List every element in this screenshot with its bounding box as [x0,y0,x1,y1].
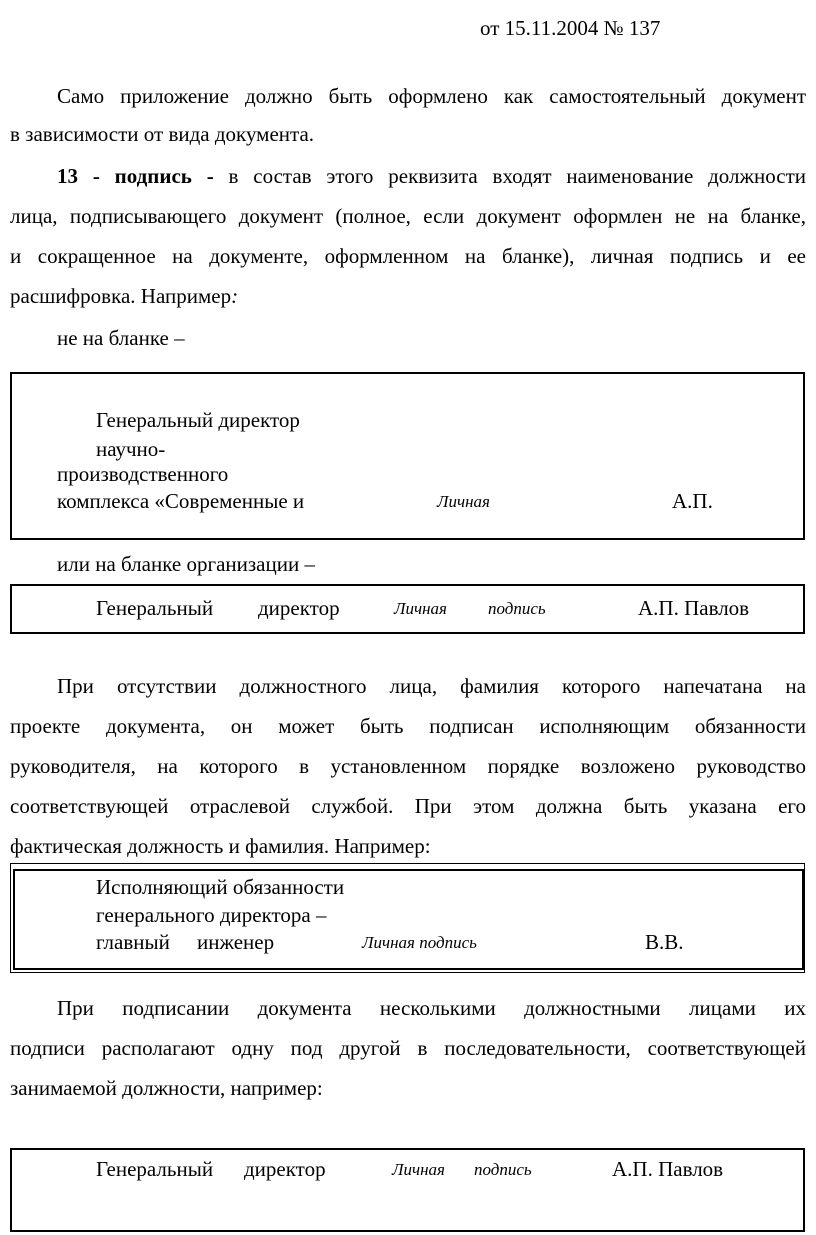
position-title: директор [244,1157,326,1181]
paragraph-1-line: в зависимости от вида документа. [10,122,315,146]
label-not-on-blank: не на бланке – [57,326,185,350]
paragraph-2-line: и сокращенное на документе, оформленном на бланке), личная подпись и ее [10,244,806,268]
position-title-line: научно- [96,437,166,461]
signature-placeholder: Личная подпись [362,933,477,952]
example-intro: расшифровка. Например [10,284,232,308]
signature-placeholder: подпись [474,1160,532,1179]
paragraph-4-line: При подписании документа несколькими должностными лицами их [57,996,806,1020]
document-date-number: от 15.11.2004 № 137 [480,16,661,40]
paragraph-3-line: фактическая должность и фамилия. Например: [10,834,431,858]
signer-initials: А.П. [672,489,713,513]
paragraph-3-line: При отсутствии должностного лица, фамилия которого напечатана на [57,674,806,698]
position-title-line: главный [96,930,170,954]
signature-placeholder: Личная [392,1160,445,1179]
position-title-line: производственного [57,462,229,486]
requisite-number-bold: 13 - подпись - [57,164,214,188]
position-title-line: генерального директора – [96,903,327,927]
signature-example-box-2 [10,584,805,634]
paragraph-2-text: в состав этого реквизита входят наименование должности [228,164,807,188]
paragraph-2-line [10,284,806,309]
position-title-line: Исполняющий обязанности [96,875,345,899]
position-title-line: Генеральный директор [96,408,300,432]
signer-name: А.П. Павлов [612,1157,724,1181]
signature-example-box-4 [10,1148,805,1232]
position-title-line: комплекса «Современные и [57,489,305,513]
paragraph-3-line: проекте документа, он может быть подписан исполняющим обязанности [10,714,806,738]
position-title-line: инженер [197,930,275,954]
paragraph-1-line: Само приложение должно быть оформлено как самостоятельный документ [57,84,806,108]
signer-initials: В.В. [645,930,684,954]
signature-example-box-3 [13,869,804,970]
position-title: Генеральный [96,596,214,620]
signature-placeholder: Личная [437,492,490,511]
label-on-blank: или на бланке организации – [57,552,315,576]
paragraph-4-line: подписи располагают одну под другой в последовательности, соответствующей [10,1036,806,1060]
position-title: директор [258,596,340,620]
signature-placeholder: Личная [394,599,447,618]
signer-name: А.П. Павлов [638,596,750,620]
example-colon: : [231,284,239,308]
paragraph-2-line: лица, подписывающего документ (полное, если документ оформлен не на бланке, [10,204,806,228]
paragraph-2-line [57,164,806,189]
signature-placeholder: подпись [488,599,546,618]
paragraph-3-line: соответствующей отраслевой службой. При этом должна быть указана его [10,794,806,818]
paragraph-4-line: занимаемой должности, например: [10,1076,323,1100]
paragraph-3-line: руководителя, на которого в установленном порядке возложено руководство [10,754,806,778]
signature-example-box-1 [10,372,805,540]
position-title: Генеральный [96,1157,214,1181]
